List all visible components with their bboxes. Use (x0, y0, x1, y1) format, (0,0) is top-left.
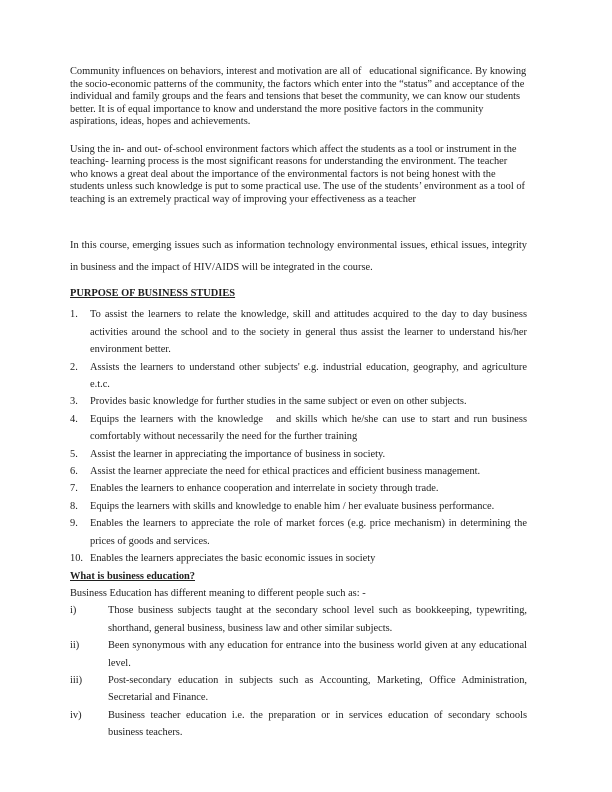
list-item (70, 463, 527, 480)
list-item (70, 411, 530, 446)
list-item (70, 637, 527, 672)
list-item (70, 550, 527, 567)
list-item (70, 602, 527, 637)
list-item-number: 7. (70, 483, 78, 495)
list-item (70, 393, 527, 410)
paragraph-course-emerging-issues: In this course, emerging issues such as information technology environmental issues, ethical issues, integrity in business and the impact of HIV/AIDS will be integrated in the course. (70, 240, 530, 273)
paragraph-environment-factors: Using the in- and out- of-school environment factors which affect the students as a tool or instrument in the teaching- learning process is the most significant reasons for understanding the environment. The teacher who knows a great deal about the importance of the environmental factors is not being honest with the students unless such knowledge is put to some practical use. The use of the students’ environment as a tool of teaching is an extremely practical way of improving your effectiveness as a teacher (70, 143, 525, 205)
list-item-text: Equips the learners with the knowledge and skills which he/she can use to start and run business comfortably without necessarily the need for the further training (90, 413, 530, 443)
heading-purpose-of-business-studies: PURPOSE OF BUSINESS STUDIES (70, 288, 236, 299)
list-item (70, 498, 527, 515)
list-item (70, 359, 527, 394)
list-item-number: 1. (70, 309, 78, 321)
list-item (70, 446, 527, 463)
list-item-text: Those business subjects taught at the secondary school level such as bookkeeping, typewriting, shorthand, general business, business law and other similar subjects. (108, 605, 527, 634)
list-item (70, 480, 527, 497)
list-item (70, 515, 527, 550)
list-item-number: 3. (70, 396, 78, 408)
purpose-list (70, 306, 530, 567)
list-item-text: Been synonymous with any education for entrance into the business world given at any educational level. (108, 640, 527, 669)
document-content (70, 66, 530, 742)
list-item-text: Equips the learners with skills and knowledge to enable him / her evaluate business performance. (90, 500, 495, 512)
list-item-text: Enables the learners to appreciate the role of market forces (e.g. price mechanism) in determining the prices of goods and services. (90, 518, 527, 547)
list-item-number: 6. (70, 466, 78, 478)
list-item-number: 4. (70, 413, 78, 425)
list-item-number: ii) (70, 640, 80, 652)
paragraph-community-influences: Community influences on behaviors, interest and motivation are all of educational significance. By knowing the socio-economic patterns of the community, the factors which enter into the “status” and acceptance of the individual and family groups and the fears and tensions that beset the community, we can know our students better. It is of equal importance to know and understand the more positive factors in the community aspirations, ideas, hopes and achievements. (70, 66, 529, 127)
list-item-number: 5. (70, 448, 78, 460)
list-item-text: Assist the learner appreciate the need for ethical practices and efficient business management. (90, 466, 481, 478)
list-item (70, 707, 527, 742)
list-item (70, 672, 527, 707)
list-item-number: iv) (70, 709, 82, 721)
list-item-text: Provides basic knowledge for further studies in the same subject or even on other subjects. (90, 396, 467, 408)
list-item-number: iii) (70, 674, 83, 686)
business-education-meanings-list (70, 602, 527, 741)
list-item-text: Enables the learners appreciates the basic economic issues in society (90, 553, 376, 565)
list-item-text: To assist the learners to relate the knowledge, skill and attitudes acquired to the day to day business activities around the school and to the society in general thus assist the learner to understand his/her environment better. (90, 309, 527, 356)
list-item-number: 9. (70, 518, 78, 530)
list-item-number: 10. (70, 553, 83, 565)
list-item-text: Assists the learners to understand other subjects' e.g. industrial education, geography, and agriculture e.t.c. (90, 361, 527, 391)
list-item (70, 306, 527, 358)
business-education-intro: Business Education has different meaning to different people such as: - (70, 587, 366, 599)
list-item-text: Enables the learners to enhance cooperation and interrelate in society through trade. (90, 483, 439, 495)
list-item-text: Assist the learner in appreciating the importance of business in society. (90, 448, 386, 460)
list-item-text: Post-secondary education in subjects such as Accounting, Marketing, Office Administration, Secretarial and Finance. (108, 674, 527, 704)
heading-what-is-business-education: What is business education? (70, 570, 196, 582)
list-item-number: 8. (70, 500, 78, 512)
list-item-number: 2. (70, 361, 78, 373)
list-item-text: Business teacher education i.e. the preparation or in services education of secondary schools business teachers. (108, 709, 527, 739)
list-item-number: i) (70, 605, 77, 617)
